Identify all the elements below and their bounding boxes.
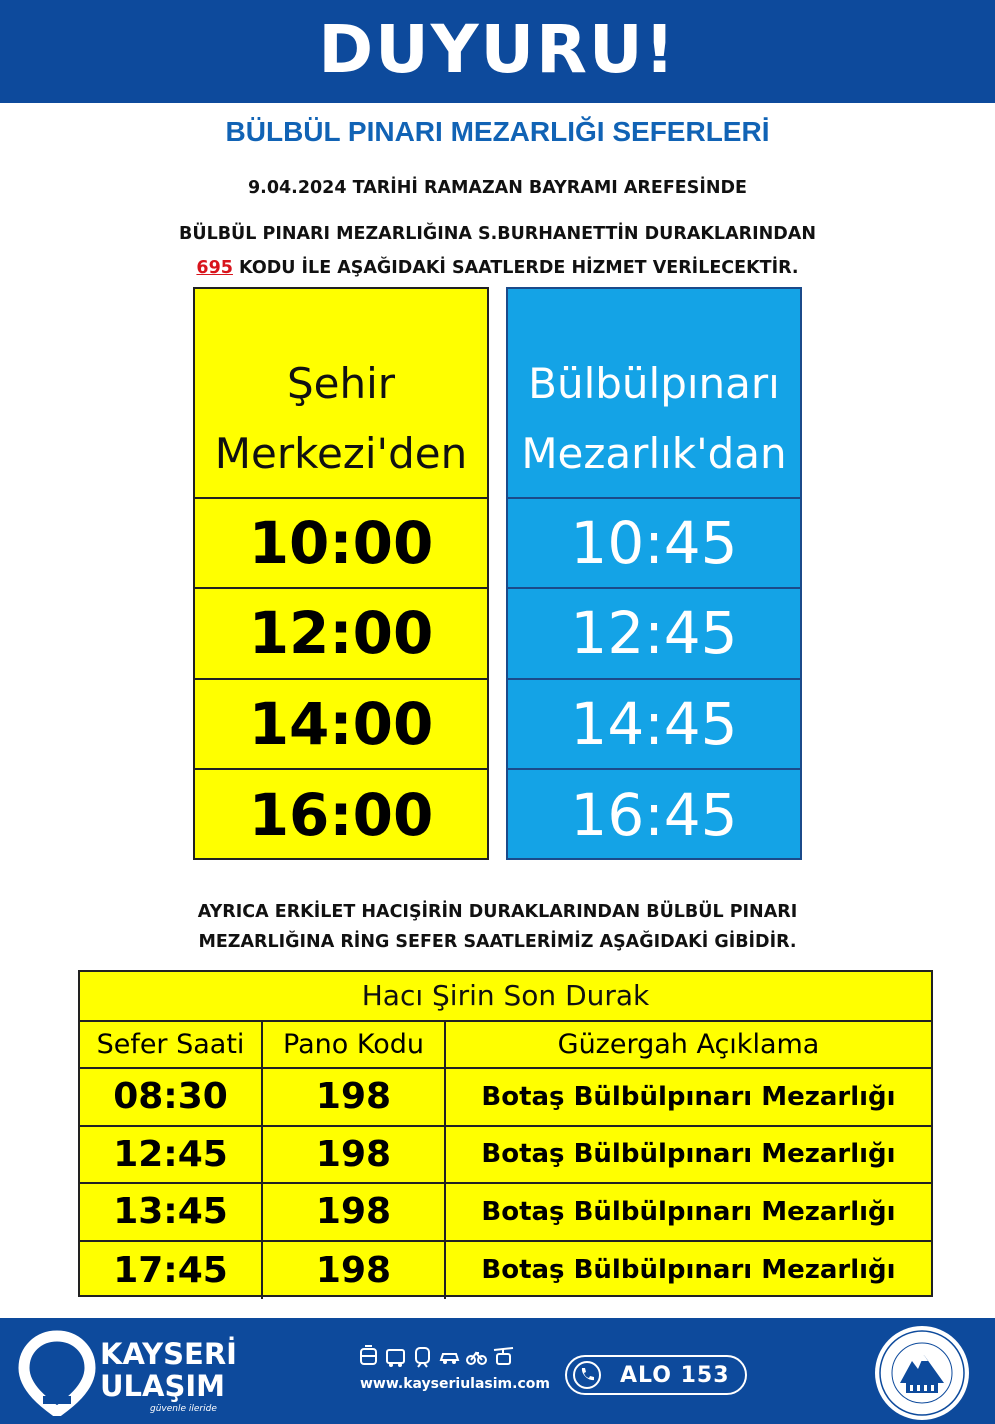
- train-icon: [412, 1345, 433, 1369]
- cemetery-time-cell: 10:45: [508, 499, 800, 589]
- departure-time: 08:30: [80, 1069, 263, 1125]
- cemetery-header-line1: Bülbülpınarı: [528, 359, 780, 408]
- city-time-cell: 14:00: [195, 680, 487, 770]
- intro-code-rest: KODU İLE AŞAĞIDAKİ SAATLERDE HİZMET VERİLECEKTİR.: [232, 258, 799, 278]
- board-code: 198: [263, 1242, 446, 1300]
- municipality-seal-icon: [872, 1323, 972, 1423]
- subtitle: BÜLBÜL PINARI MEZARLIĞI SEFERLERİ: [225, 116, 770, 147]
- bus-icon: [385, 1345, 406, 1369]
- page-title: DUYURU!: [318, 11, 677, 88]
- car-icon: [439, 1345, 460, 1369]
- table-row: [80, 1242, 931, 1300]
- city-time-cell: 10:00: [195, 499, 487, 589]
- phone-icon: [572, 1360, 602, 1390]
- route-description: Botaş Bülbülpınarı Mezarlığı: [481, 1196, 896, 1227]
- tram-icon: [358, 1345, 379, 1369]
- header-band: [0, 0, 995, 103]
- route-description: Botaş Bülbülpınarı Mezarlığı: [481, 1139, 896, 1170]
- ring-header-row: [80, 1022, 931, 1069]
- cemetery-header-line2: Mezarlık'dan: [521, 429, 787, 478]
- departure-time: 13:45: [80, 1184, 263, 1240]
- route-description: Botaş Bülbülpınarı Mezarlığı: [481, 1081, 896, 1112]
- route-description: Botaş Bülbülpınarı Mezarlığı: [481, 1255, 896, 1286]
- city-departures-column: [193, 287, 489, 860]
- city-header-line1: Şehir: [286, 359, 396, 408]
- bicycle-icon: [466, 1345, 487, 1369]
- website-link[interactable]: www.kayseriulasim.com: [360, 1376, 550, 1392]
- departure-time: 12:45: [80, 1127, 263, 1183]
- city-column-header: [195, 289, 487, 499]
- board-code: 198: [263, 1069, 446, 1125]
- ring-note-line2: MEZARLIĞINA RİNG SEFER SAATLERİMİZ AŞAĞIDAKİ GİBİDİR.: [198, 932, 797, 952]
- table-row: [80, 1069, 931, 1127]
- board-code: 198: [263, 1184, 446, 1240]
- board-code: 198: [263, 1127, 446, 1183]
- intro-route-line: BÜLBÜL PINARI MEZARLIĞINA S.BURHANETTİN DURAKLARINDAN: [179, 224, 816, 244]
- cemetery-time-cell: 12:45: [508, 589, 800, 679]
- column-header-code: Pano Kodu: [263, 1022, 446, 1067]
- ring-schedule-table: [78, 970, 933, 1297]
- cemetery-time-cell: 16:45: [570, 780, 738, 849]
- city-header-line2: Merkezi'den: [214, 429, 468, 478]
- city-time-cell: 12:00: [195, 589, 487, 679]
- cemetery-time-cell: 14:45: [508, 680, 800, 770]
- footer-band: [0, 1318, 995, 1424]
- route-code: 695: [196, 258, 233, 278]
- intro-code-line: [0, 258, 995, 278]
- location-pin-logo-icon: [18, 1330, 96, 1416]
- brand-name-line2: ULAŞIM: [100, 1369, 226, 1403]
- column-header-route: Güzergah Açıklama: [557, 1029, 820, 1060]
- ring-note-line1: AYRICA ERKİLET HACIŞİRİN DURAKLARINDAN BÜLBÜL PINARI: [197, 902, 798, 922]
- intro-date-line: 9.04.2024 TARİHİ RAMAZAN BAYRAMI AREFESİNDE: [248, 178, 747, 198]
- hotline-badge[interactable]: [565, 1355, 747, 1395]
- departure-time: 17:45: [80, 1242, 263, 1300]
- ring-table-title: Hacı Şirin Son Durak: [80, 972, 931, 1022]
- cemetery-departures-column: [506, 287, 802, 860]
- cable-car-icon: [493, 1345, 514, 1369]
- column-header-departure: Sefer Saati: [80, 1022, 263, 1067]
- cemetery-column-header: [508, 289, 800, 499]
- hotline-number: ALO 153: [620, 1362, 730, 1388]
- table-row: [80, 1127, 931, 1185]
- table-row: [80, 1184, 931, 1242]
- city-time-cell: 16:00: [248, 780, 434, 849]
- brand-tagline: güvenle ileride: [150, 1404, 217, 1414]
- brand-name-line1: KAYSERİ: [100, 1337, 237, 1371]
- transport-modes: [358, 1345, 514, 1371]
